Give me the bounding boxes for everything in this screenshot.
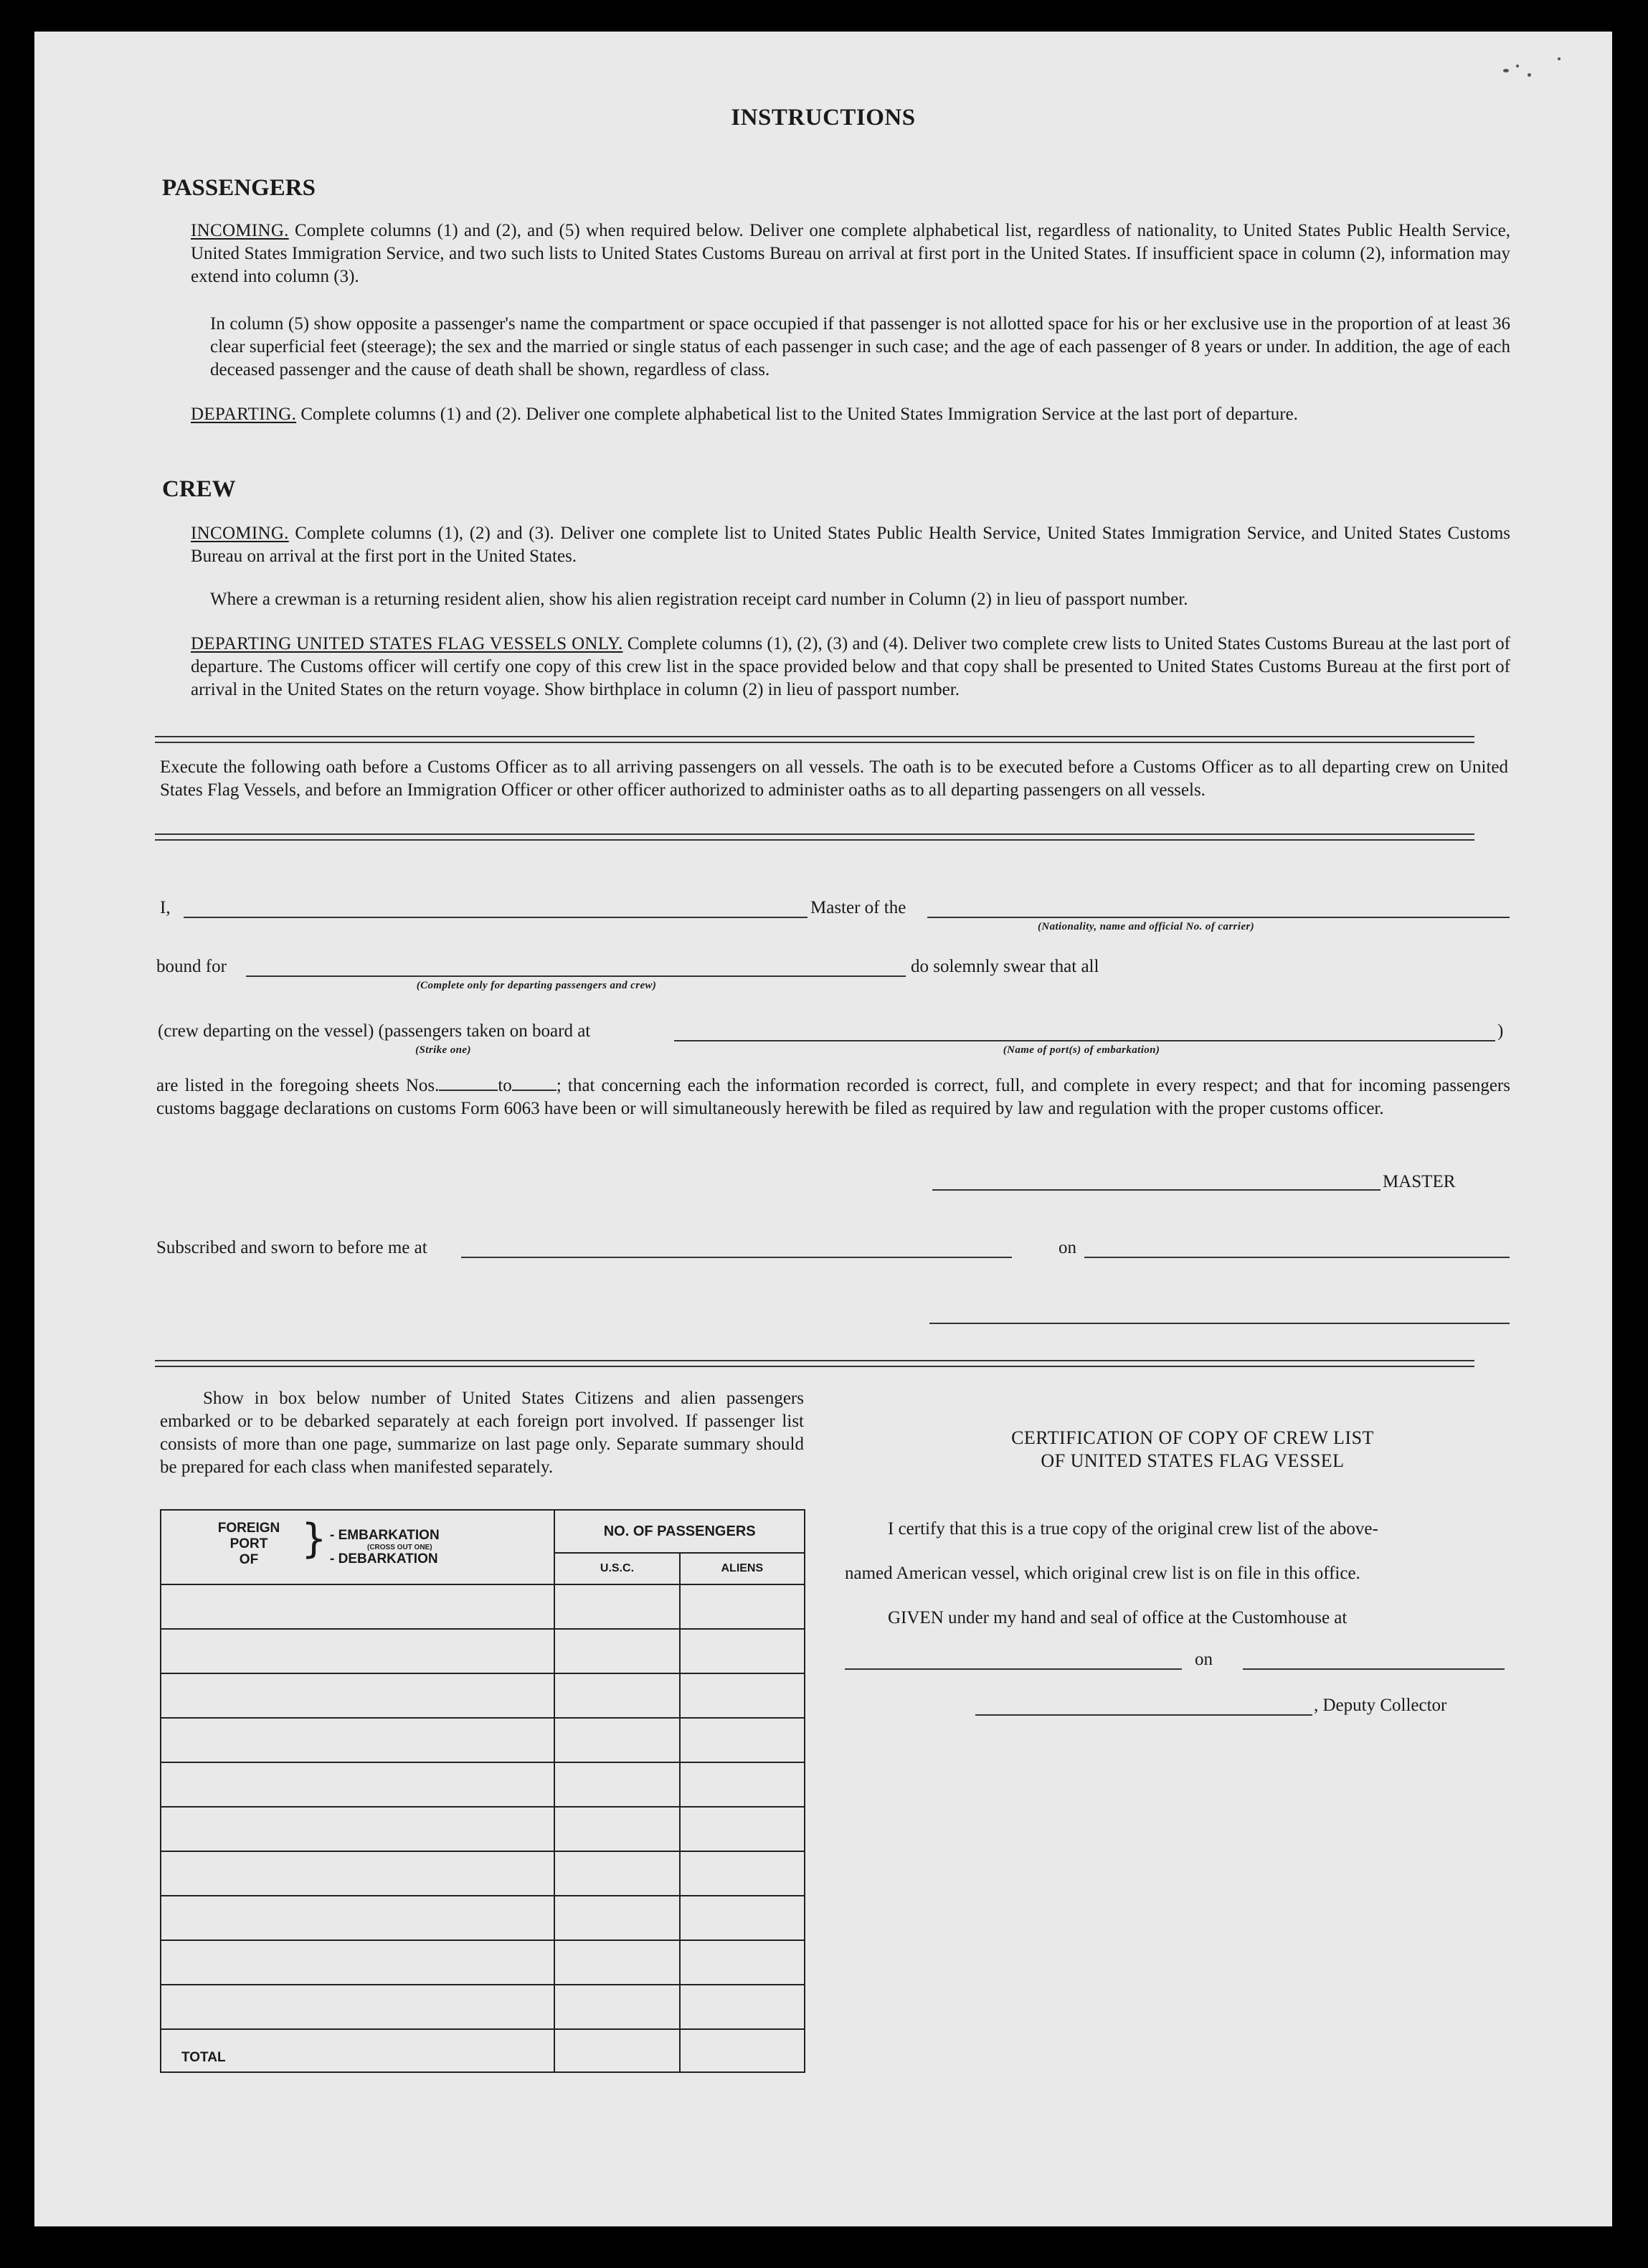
port-cell[interactable] bbox=[161, 1896, 554, 1940]
certification-date-field[interactable] bbox=[1243, 1668, 1505, 1670]
certification-line-1: I certify that this is a true copy of the original crew list of the above- bbox=[888, 1519, 1378, 1539]
aliens-cell[interactable] bbox=[680, 1718, 805, 1762]
subscribed-date-field[interactable] bbox=[1084, 1257, 1510, 1258]
no-passengers-header: NO. OF PASSENGERS bbox=[554, 1510, 805, 1553]
usc-cell[interactable] bbox=[554, 1851, 679, 1896]
aliens-cell[interactable] bbox=[680, 1985, 805, 2029]
oath-listed-rest: ; that concerning each the information recorded is correct, full, and complete in every respect; and that for incoming passengers customs baggage declarations on customs Form 6063 have been or will simultaneously herewith be filed as required by law and regulation with the proper customs officer. bbox=[156, 1076, 1510, 1118]
embarkation-text: - EMBARKATION bbox=[330, 1528, 440, 1543]
oath-master-of-label: Master of the bbox=[810, 898, 906, 917]
caption-bound: (Complete only for departing passengers and crew) bbox=[416, 980, 657, 991]
oath-bound-for-field[interactable] bbox=[246, 975, 906, 977]
oath-bound-for-label: bound for bbox=[156, 957, 227, 976]
aliens-header: ALIENS bbox=[680, 1553, 805, 1584]
passengers-heading: PASSENGERS bbox=[162, 175, 316, 201]
subscribed-label: Subscribed and sworn to before me at bbox=[156, 1238, 427, 1257]
certification-title-2: OF UNITED STATES FLAG VESSEL bbox=[1041, 1450, 1345, 1471]
crew-incoming-label: INCOMING. bbox=[191, 524, 289, 543]
passengers-departing-label: DEPARTING. bbox=[191, 405, 297, 424]
port-cell[interactable] bbox=[161, 1985, 554, 2029]
divider-double-1 bbox=[155, 736, 1474, 743]
scan-speck bbox=[1558, 57, 1561, 60]
oath-carrier-field[interactable] bbox=[927, 917, 1510, 918]
oath-close-paren: ) bbox=[1497, 1021, 1504, 1041]
total-label: TOTAL bbox=[161, 2029, 554, 2072]
subscribed-place-field[interactable] bbox=[461, 1257, 1012, 1258]
scan-speck bbox=[1516, 65, 1519, 67]
usc-cell[interactable] bbox=[554, 1762, 679, 1807]
deputy-collector-label: , Deputy Collector bbox=[1314, 1696, 1447, 1715]
certification-line-2: named American vessel, which original crew list is on file in this office. bbox=[845, 1564, 1360, 1583]
aliens-cell[interactable] bbox=[680, 1851, 805, 1896]
officer-signature-field[interactable] bbox=[929, 1323, 1510, 1324]
aliens-cell[interactable] bbox=[680, 1896, 805, 1940]
usc-cell[interactable] bbox=[554, 1584, 679, 1629]
aliens-cell[interactable] bbox=[680, 1762, 805, 1807]
port-cell[interactable] bbox=[161, 1718, 554, 1762]
summary-instructions: Show in box below number of United States Citizens and alien passengers embarked or to be debarked separately at each foreign port involved. If passenger list consists of more than one page, summarize on last page only. Separate summary should be prepared for each class when manifested separately. bbox=[160, 1389, 804, 1477]
usc-cell[interactable] bbox=[554, 1673, 679, 1718]
debarkation-text: - DEBARKATION bbox=[330, 1551, 438, 1567]
oath-i-label: I, bbox=[160, 898, 171, 917]
oath-to-label: to bbox=[498, 1076, 512, 1095]
passengers-incoming-text: Complete columns (1) and (2), and (5) when required below. Deliver one complete alphabetical list, regardless of nationality, to United States Public Health Service, United States Immigration Service, and two such lists to United States Customs Bureau on arrival at first port in the United States. If insufficient space in column (2), information may extend into column (3). bbox=[191, 221, 1511, 286]
oath-instruction-paragraph: Execute the following oath before a Customs Officer as to all arriving passengers on all vessels. The oath is to be executed before a Customs Officer as to all departing crew on United States Flag Vessels, and before an Immigration Officer or other officer authorized to administer oaths as to all departing passengers on all vessels. bbox=[160, 757, 1508, 800]
cross-out-text: (CROSS OUT ONE) bbox=[367, 1544, 432, 1551]
subscribed-on-label: on bbox=[1059, 1238, 1076, 1257]
brace-icon: } bbox=[301, 1516, 327, 1562]
caption-ports: (Name of port(s) of embarkation) bbox=[1003, 1044, 1160, 1056]
crew-departing-text: Complete columns (1), (2), (3) and (4). Deliver two complete crew lists to United States Customs Bureau at the last port of departure. The Customs officer will certify one copy of this crew list in the space provided below and that copy shall be presented to United States Customs Bureau at the first port of arrival in the United States on the return voyage. Show birthplace in column (2) in lieu of passport number. bbox=[191, 634, 1510, 699]
deputy-signature-field[interactable] bbox=[975, 1714, 1312, 1716]
port-cell[interactable] bbox=[161, 1807, 554, 1851]
divider-double-3 bbox=[155, 1360, 1474, 1367]
crew-incoming-paragraph bbox=[191, 522, 1510, 568]
port-cell[interactable] bbox=[161, 1584, 554, 1629]
foreign-text: FOREIGN bbox=[217, 1521, 280, 1536]
usc-cell[interactable] bbox=[554, 1807, 679, 1851]
master-label: MASTER bbox=[1383, 1172, 1456, 1191]
caption-strike-one: (Strike one) bbox=[415, 1044, 471, 1056]
divider-double-2 bbox=[155, 833, 1474, 841]
usc-cell[interactable] bbox=[554, 1629, 679, 1673]
oath-listed-start: are listed in the foregoing sheets Nos. bbox=[156, 1076, 440, 1095]
passenger-summary-table bbox=[160, 1509, 805, 2073]
passengers-departing-paragraph bbox=[191, 403, 1510, 426]
certification-line-3: GIVEN under my hand and seal of office at the Customhouse at bbox=[888, 1608, 1348, 1627]
crew-heading: CREW bbox=[162, 476, 236, 502]
passengers-column5-paragraph: In column (5) show opposite a passenger's name the compartment or space occupied if that passenger is not allotted space for his or her exclusive use in the proportion of at least 36 clear superficial feet (steerage); the sex and the married or single status of each passenger in such case; and the age of each passenger of 8 years or under. In addition, the age of each deceased passenger and the cause of death shall be shown, regardless of class. bbox=[210, 314, 1510, 379]
aliens-cell[interactable] bbox=[680, 1673, 805, 1718]
usc-header: U.S.C. bbox=[554, 1553, 679, 1584]
oath-crew-departing-label: (crew departing on the vessel) (passengers taken on board at bbox=[158, 1021, 591, 1041]
aliens-cell[interactable] bbox=[680, 1584, 805, 1629]
oath-name-field[interactable] bbox=[184, 917, 808, 918]
crew-departing-label: DEPARTING UNITED STATES FLAG VESSELS ONLY. bbox=[191, 634, 623, 653]
oath-do-swear-label: do solemnly swear that all bbox=[911, 957, 1099, 976]
passengers-incoming-paragraph bbox=[191, 219, 1510, 288]
usc-cell[interactable] bbox=[554, 1985, 679, 2029]
aliens-cell[interactable] bbox=[680, 1807, 805, 1851]
total-usc-cell[interactable] bbox=[554, 2029, 679, 2072]
embark-debark-label bbox=[330, 1528, 440, 1567]
port-cell[interactable] bbox=[161, 1851, 554, 1896]
customhouse-field[interactable] bbox=[845, 1668, 1182, 1670]
aliens-cell[interactable] bbox=[680, 1940, 805, 1985]
port-text: PORT bbox=[229, 1536, 268, 1551]
sheet-from-field[interactable] bbox=[439, 1090, 498, 1091]
scan-speck bbox=[1528, 73, 1531, 77]
port-cell[interactable] bbox=[161, 1940, 554, 1985]
aliens-cell[interactable] bbox=[680, 1629, 805, 1673]
certification-on-label: on bbox=[1195, 1650, 1213, 1669]
oath-ports-field[interactable] bbox=[674, 1040, 1495, 1041]
master-signature-field[interactable] bbox=[932, 1189, 1381, 1191]
total-aliens-cell[interactable] bbox=[680, 2029, 805, 2072]
sheet-to-field[interactable] bbox=[512, 1090, 557, 1091]
usc-cell[interactable] bbox=[554, 1940, 679, 1985]
usc-cell[interactable] bbox=[554, 1896, 679, 1940]
of-text: OF bbox=[239, 1552, 259, 1567]
document-page bbox=[34, 32, 1612, 2226]
port-cell[interactable] bbox=[161, 1673, 554, 1718]
passengers-incoming-label: INCOMING. bbox=[191, 221, 289, 240]
crew-resident-paragraph: Where a crewman is a returning resident alien, show his alien registration receipt card number in Column (2) in lieu of passport number. bbox=[210, 590, 1188, 609]
passengers-departing-text: Complete columns (1) and (2). Deliver one complete alphabetical list to the United States Immigration Service at the last port of departure. bbox=[300, 405, 1298, 424]
crew-incoming-text: Complete columns (1), (2) and (3). Deliver one complete list to United States Public Health Service, United States Immigration Service, and United States Customs Bureau on arrival at the first port in the United States. bbox=[191, 524, 1511, 566]
port-header-cell bbox=[161, 1510, 554, 1584]
foreign-port-of-label bbox=[199, 1521, 299, 1568]
scan-speck bbox=[1503, 69, 1509, 72]
usc-cell[interactable] bbox=[554, 1718, 679, 1762]
caption-carrier: (Nationality, name and official No. of carrier) bbox=[1037, 921, 1255, 932]
port-cell[interactable] bbox=[161, 1762, 554, 1807]
page-title: INSTRUCTIONS bbox=[731, 105, 916, 131]
crew-departing-paragraph bbox=[191, 633, 1510, 701]
oath-listed-paragraph bbox=[156, 1074, 1510, 1120]
certification-title-1: CERTIFICATION OF COPY OF CREW LIST bbox=[1011, 1427, 1374, 1448]
port-cell[interactable] bbox=[161, 1629, 554, 1673]
